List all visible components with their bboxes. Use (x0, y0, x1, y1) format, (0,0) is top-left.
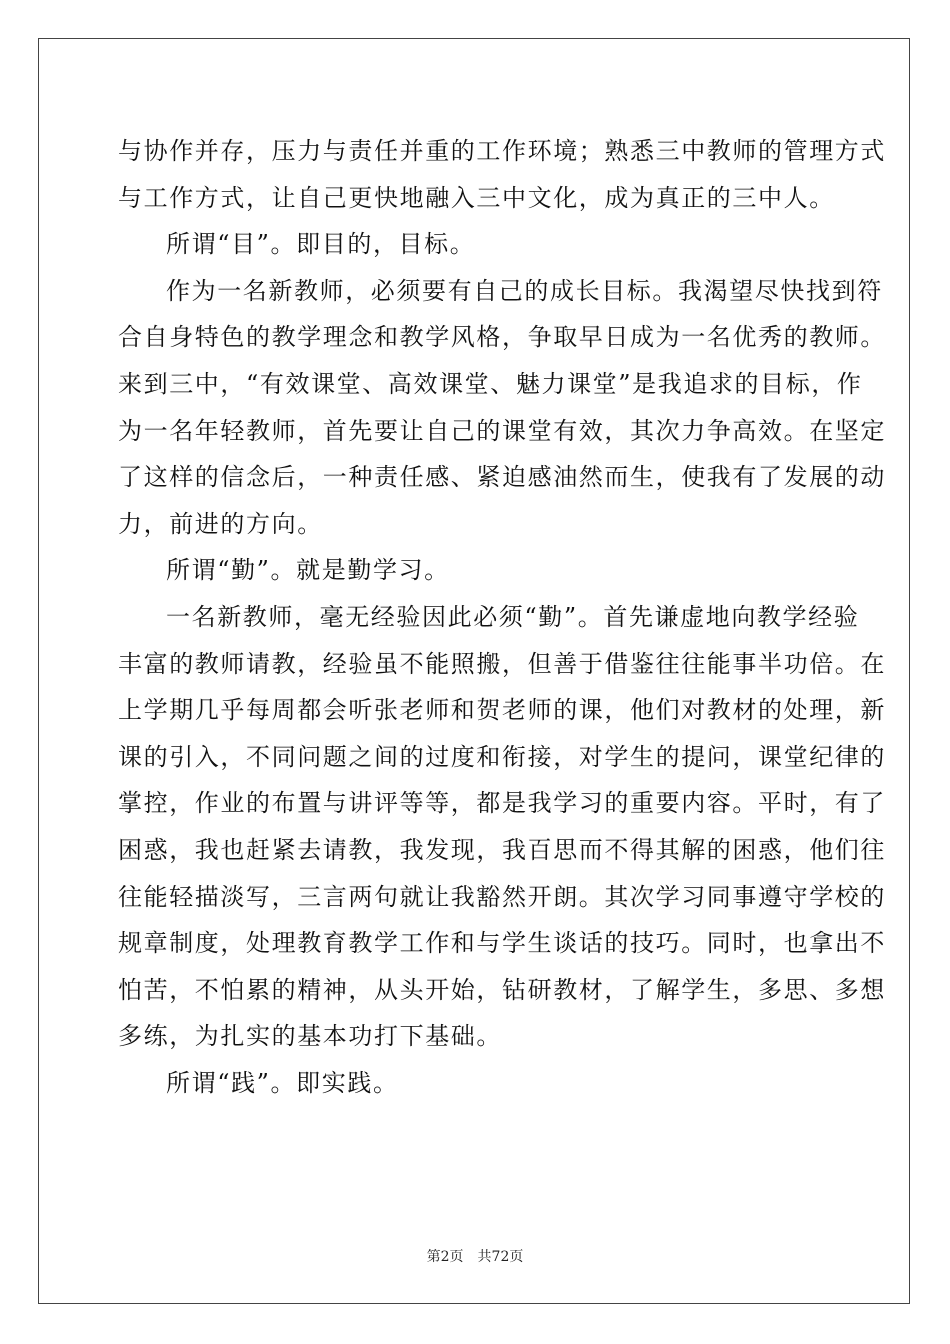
text-line: 一名新教师，毫无经验因此必须“勤”。首先谦虚地向教学经验 (166, 602, 860, 631)
text-line: 上学期几乎每周都会听张老师和贺老师的课，他们对教材的处理，新 (118, 696, 886, 725)
text-line: 往能轻描淡写，三言两句就让我豁然开朗。其次学习同事遵守学校的 (118, 882, 886, 911)
text-line: 课的引入，不同问题之间的过度和衔接，对学生的提问，课堂纪律的 (118, 742, 886, 771)
text-line: 所谓“目”。即目的，目标。 (166, 230, 476, 259)
page-number-footer: 第2页 共72页 (426, 1249, 524, 1265)
text-line: 怕苦，不怕累的精神，从头开始，钻研教材，了解学生，多思、多想 (118, 975, 886, 1004)
text-line: 多练，为扎实的基本功打下基础。 (118, 1022, 502, 1051)
text-line: 困惑，我也赶紧去请教，我发现，我百思而不得其解的困惑，他们往 (118, 835, 886, 864)
text-line: 与协作并存，压力与责任并重的工作环境；熟悉三中教师的管理方式 (118, 137, 886, 165)
text-line: 力，前进的方向。 (118, 509, 323, 538)
text-line: 来到三中，“有效课堂、高效课堂、魅力课堂”是我追求的目标，作 (118, 369, 863, 398)
text-line: 了这样的信念后，一种责任感、紧迫感油然而生，使我有了发展的动 (118, 463, 886, 492)
text-line: 所谓“勤”。就是勤学习。 (166, 556, 450, 585)
text-line: 合自身特色的教学理念和教学风格，争取早日成为一名优秀的教师。 (118, 323, 886, 352)
text-line: 为一名年轻教师，首先要让自己的课堂有效，其次力争高效。在坚定 (118, 416, 886, 445)
text-line: 作为一名新教师，必须要有自己的成长目标。我渴望尽快找到符 (166, 276, 883, 305)
text-line: 与工作方式，让自己更快地融入三中文化，成为真正的三中人。 (118, 183, 835, 212)
text-line: 规章制度，处理教育教学工作和与学生谈话的技巧。同时，也拿出不 (118, 929, 886, 958)
text-line: 丰富的教师请教，经验虽不能照搬，但善于借鉴往往能事半功倍。在 (118, 649, 886, 678)
text-line: 掌控，作业的布置与讲评等等，都是我学习的重要内容。平时，有了 (118, 789, 886, 818)
document-body (118, 128, 886, 1106)
text-line: 所谓“践”。即实践。 (166, 1068, 399, 1097)
